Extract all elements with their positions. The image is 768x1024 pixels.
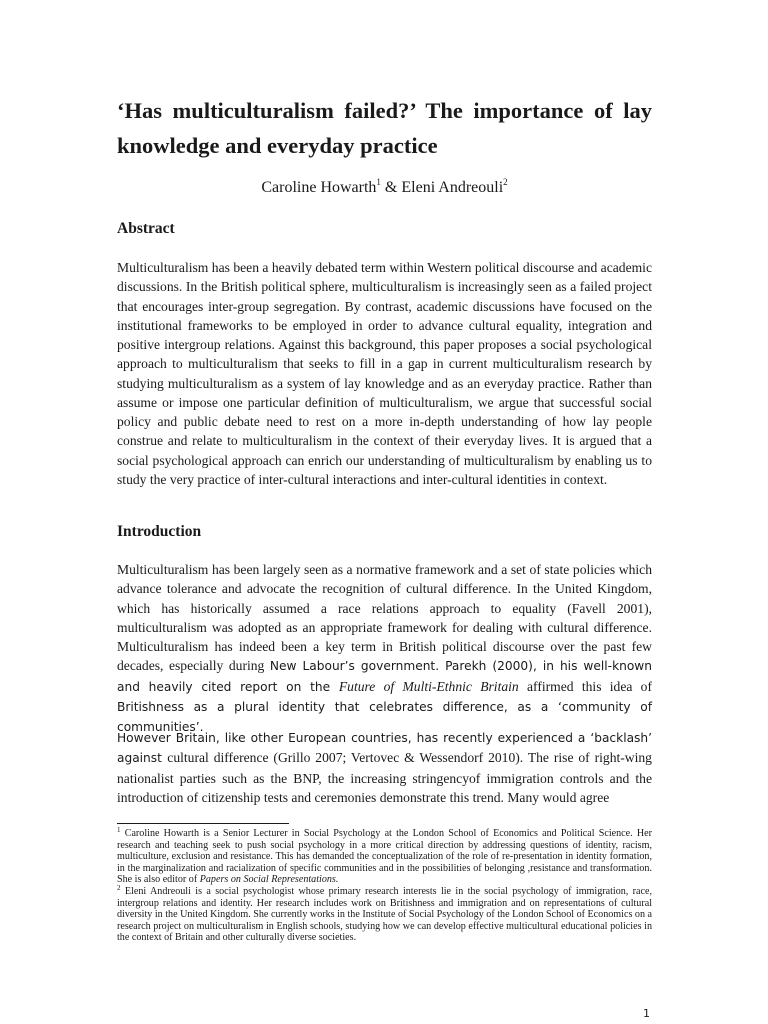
intro-text: Britishness as a plural identity that celebrates difference, as a ‘community of communities’. xyxy=(117,699,652,734)
footnote-mark: 1 xyxy=(117,826,121,834)
intro-text: Multiculturalism has been largely seen as a normative framework and a set of state policies which advance tolerance and advocate the recognition of cultural difference. In the United Kingdom, which has historically assumed a race relations approach to equality (Favell 2001), multiculturalism was adopted as an appropriate framework for dealing with cultural difference. Multiculturalism has indeed been a key term in British political discourse over the past few decades, especially during xyxy=(117,562,652,674)
author-separator: & xyxy=(380,179,402,196)
footnote xyxy=(117,828,652,886)
footnote xyxy=(117,883,653,944)
abstract-heading: Abstract xyxy=(117,220,175,237)
footnote-mark: 2 xyxy=(117,883,121,892)
author-line xyxy=(117,178,652,198)
author-footnote-mark: 2 xyxy=(503,177,508,187)
intro-text: However Britain, like other European countries, has recently experienced a ‘backlash’ against xyxy=(117,731,652,766)
intro-text: affirmed this idea of xyxy=(518,678,652,694)
intro-text: cultural difference (Grillo 2007; Vertovec & Wessendorf 2010). The rise of right-wing nationalist parties such as the BNP, the increasing stringencyof immigration controls and the introduction of citizenship tests and ceremonies demonstrate this trend. Many would agree xyxy=(117,750,652,805)
author-footnote-mark: 1 xyxy=(376,177,381,187)
footnotes xyxy=(117,828,652,944)
page-number: 1 xyxy=(643,1007,650,1020)
author-name: Caroline Howarth xyxy=(261,179,377,196)
paper-title: ‘Has multiculturalism failed?’ The importance of lay knowledge and everyday practice xyxy=(117,98,652,158)
introduction-heading: Introduction xyxy=(117,523,202,540)
footnote-divider xyxy=(117,823,289,824)
introduction-paragraph-2 xyxy=(117,728,652,807)
introduction-paragraph-1 xyxy=(117,560,652,737)
intro-text: New Labour’s government. Parekh (2000), in his well-known and heavily cited report on the xyxy=(117,659,652,694)
report-title: Future of Multi-Ethnic Britain xyxy=(338,678,519,694)
footnote-text: Caroline Howarth is a Senior Lecturer in Social Psychology at the London School of Economics and Political Science. Her research and teaching seek to push social psychology in a more critical direction by addressing questions of identity, racism, multiculture, exclusion and resistance. This has demanded the conceptualization of the role of re-presentation in identity formation, in the marginalization and racialization of specific communities and in the possibilities of belonging ,resistance and transformation. She is also editor of xyxy=(117,828,653,886)
abstract-text: Multiculturalism has been a heavily debated term within Western political discourse and academic discussions. In the British political sphere, multiculturalism is increasingly seen as a failed project that encourages inter-group segregation. By contrast, academic discussions have focused on the institutional frameworks to be employed in order to advance cultural equality, integration and positive intergroup relations. Against this background, this paper proposes a social psychological approach to multiculturalism that seeks to fill in a gap in current multiculturalism research by studying multiculturalism as a system of lay knowledge and as an everyday practice. Rather than assume or impose one particular definition of multiculturalism, we argue that successful social policy and public debate need to rest on a more in-depth understanding of how lay people construe and relate to multiculturalism in the context of their everyday lives. It is argued that a social psychological approach can enrich our understanding of multiculturalism by enabling us to study the very practice of inter-cultural interactions and inter-cultural identities in context. xyxy=(117,260,652,487)
paper-page xyxy=(117,0,652,1024)
footnote-text: Eleni Andreouli is a social psychologist whose primary research interests lie in the social psychology of immigration, race, intergroup relations and identity. Her research includes work on Britishness and immigration and on representations of cultural diversity in the United Kingdom. She currently works in the Institute of Social Psychology of the London School of Economics on a research project on multiculturalism in English schools, studying how we can develop effective multicultural educational policies in the context of Britain and other culturally diverse societies. xyxy=(117,885,653,944)
author-name: Eleni Andreouli xyxy=(401,179,504,196)
journal-title: Papers on Social Representations. xyxy=(199,874,339,886)
